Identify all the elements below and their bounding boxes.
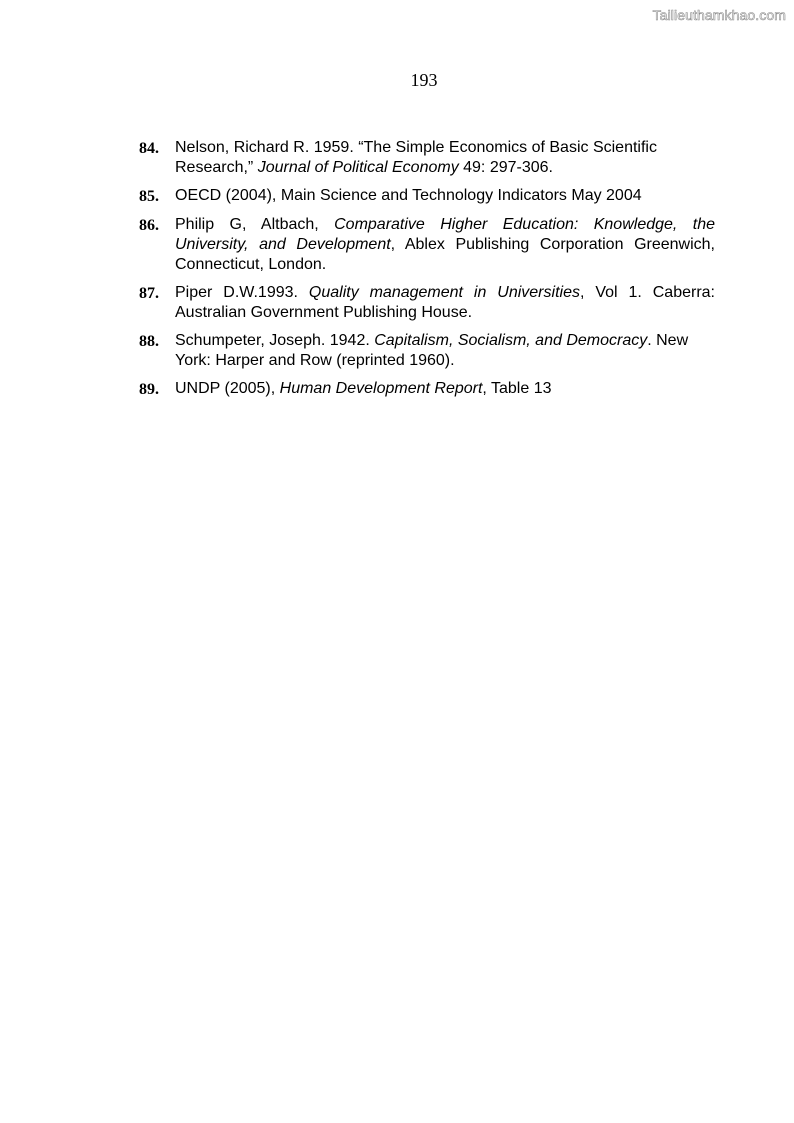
reference-title-italic: Human Development Report [279,380,483,397]
reference-number: 86. [139,217,159,234]
watermark: Tailieuthamkhao.com [652,7,786,23]
reference-text-segment: Nelson, Richard R. 1959. “The Simple Economics of Basic Scientific Research,” [175,139,657,176]
reference-text [175,215,715,275]
reference-text [175,186,715,207]
reference-list [139,138,715,408]
reference-number: 88. [139,333,159,350]
reference-text-segment: , Ablex Publishing Corporation Greenwich, Connecticut, London. [175,236,716,273]
reference-text-segment: OECD (2004), Main Science and Technology Indicators May 2004 [175,187,642,204]
reference-number: 84. [139,140,159,157]
reference-number: 89. [139,381,159,398]
reference-number: 87. [139,285,159,302]
reference-title-italic: Quality management in Universities [308,284,580,301]
reference-item [139,283,715,323]
reference-item [139,215,715,275]
reference-text [175,138,715,178]
reference-text [175,283,715,323]
page-number: 193 [410,70,438,90]
reference-text-segment: Philip G, Altbach, [175,216,335,233]
reference-text-segment: , Table 13 [482,380,552,397]
reference-text-segment: 49: 297-306. [458,159,553,176]
reference-item [139,331,715,371]
reference-item [139,138,715,178]
reference-text-segment: Piper D.W.1993. [175,284,309,301]
reference-item [139,186,715,207]
reference-title-italic: Journal of Political Economy [257,159,459,176]
reference-text-segment: . New York: Harper and Row (reprinted 1960). [175,332,689,369]
reference-text [175,379,715,400]
reference-title-italic: Comparative Higher Education: Knowledge, the University, and Development [175,216,715,253]
reference-text-segment: , Vol 1. Caberra: Australian Government Publishing House. [175,284,715,321]
reference-number: 85. [139,188,159,205]
reference-text [175,331,715,371]
reference-text-segment: UNDP (2005), [175,380,280,397]
reference-text-segment: Schumpeter, Joseph. 1942. [175,332,375,349]
reference-title-italic: Capitalism, Socialism, and Democracy [374,332,648,349]
reference-item [139,379,715,400]
